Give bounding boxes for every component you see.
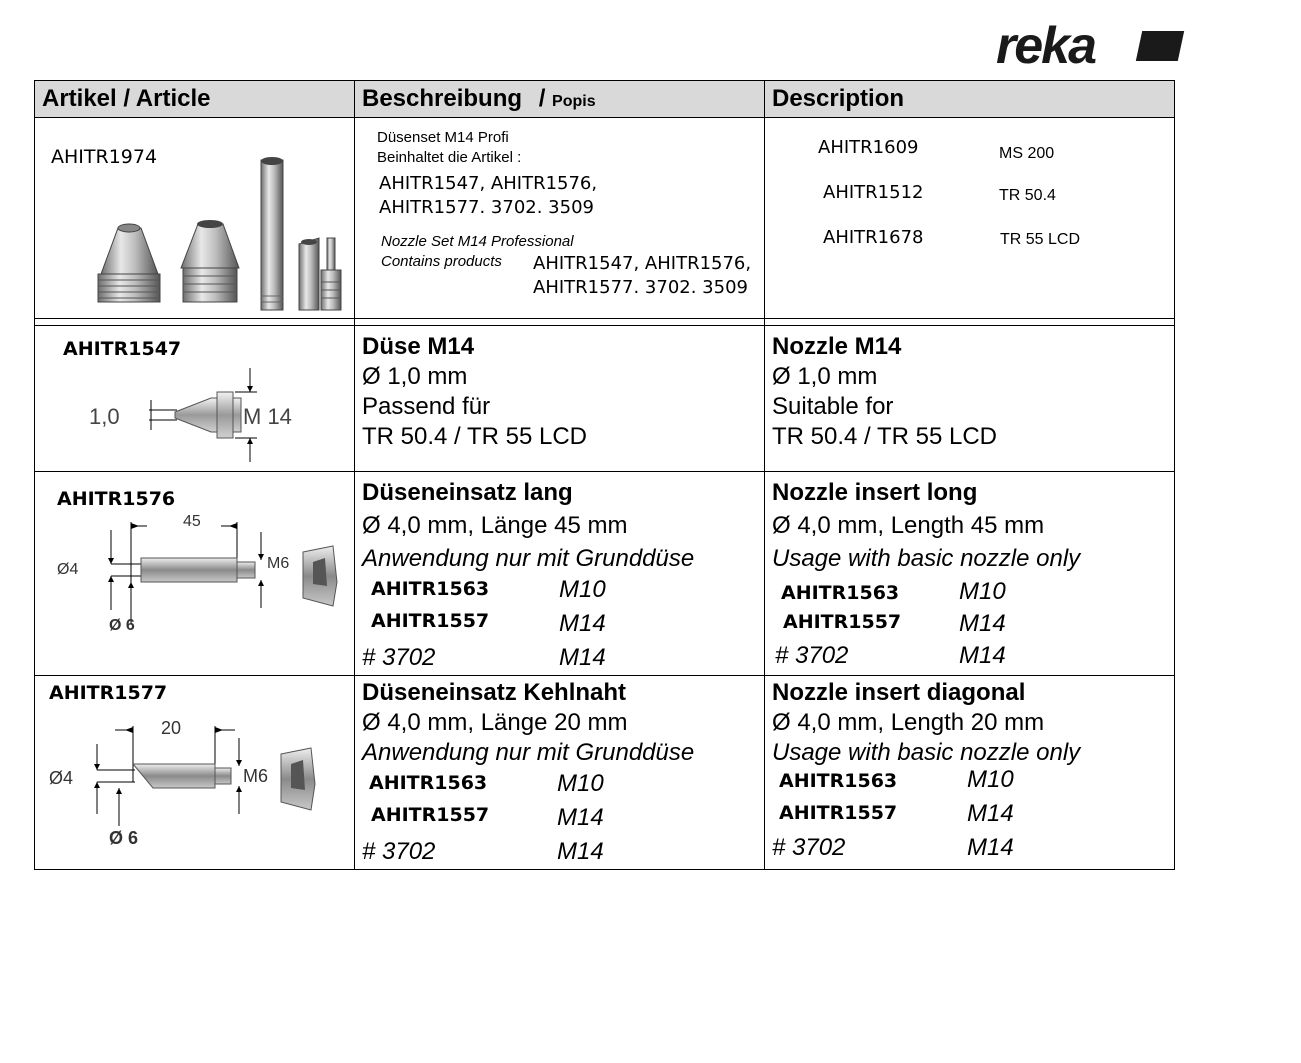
dim-outer-label: Ø 6 [109, 617, 135, 634]
set-desc-en: Nozzle Set M14 Professional Contains products [381, 233, 574, 270]
table-row [35, 472, 1175, 676]
header-description: Description [772, 85, 905, 112]
nozzle-set-photo [63, 156, 353, 316]
article-code: AHITR1547 [63, 338, 182, 360]
insert-long-drawing [51, 512, 351, 662]
item-thread: M10 [959, 578, 1006, 605]
article-code: AHITR1576 [57, 488, 176, 510]
table-header [35, 81, 1175, 118]
item-code: AHITR1557 [371, 804, 490, 826]
dim-thread-label: M6 [267, 555, 290, 572]
compat-code: AHITR1678 [823, 227, 924, 248]
set-codes-de: AHITR1547, AHITR1576, AHITR1577. 3702. 3509 [379, 173, 598, 218]
article-code: AHITR1577 [49, 682, 168, 704]
item-thread: M10 [967, 766, 1014, 793]
nozzle-m14-drawing [85, 364, 315, 464]
dim-thread-label: M6 [243, 766, 269, 786]
table-row [35, 118, 1175, 319]
insert-diagonal-drawing [49, 714, 349, 864]
item-thread: M10 [557, 770, 604, 797]
desc-en: Nozzle insert long Ø 4,0 mm, Length 45 mm Usage with basic nozzle only [772, 479, 1081, 572]
item-code: # 3702 [772, 834, 846, 861]
desc-de: Düseneinsatz Kehlnaht Ø 4,0 mm, Länge 20 mm Anwendung nur mit Grunddüse [362, 679, 695, 766]
compat-code: AHITR1609 [818, 137, 919, 158]
dim-diameter-label: Ø4 [49, 768, 74, 788]
item-thread: M14 [559, 610, 606, 637]
item-thread: M14 [557, 838, 604, 865]
item-thread: M14 [967, 800, 1014, 827]
header-beschreibung: Beschreibung / Popis [362, 85, 596, 112]
desc-en: Nozzle M14 Ø 1,0 mm Suitable for TR 50.4 / TR 55 LCD [772, 333, 997, 450]
desc-de: Düse M14 Ø 1,0 mm Passend für TR 50.4 / TR 55 LCD [362, 333, 587, 450]
item-thread: M14 [559, 644, 606, 671]
item-thread: M14 [959, 642, 1006, 669]
item-code: AHITR1563 [371, 578, 490, 600]
item-thread: M14 [959, 610, 1006, 637]
product-table [34, 80, 1175, 870]
dim-diameter-label: 1,0 [89, 404, 120, 429]
compat-model: TR 55 LCD [1000, 231, 1081, 248]
item-code: # 3702 [775, 642, 849, 669]
article-code: AHITR1974 [51, 146, 158, 168]
item-code: AHITR1557 [783, 611, 902, 633]
table-row [35, 676, 1175, 870]
reka-logo [996, 17, 1186, 75]
header-article: Artikel / Article [42, 85, 211, 112]
item-code: AHITR1557 [371, 610, 490, 632]
compat-model: TR 50.4 [999, 187, 1056, 204]
compat-model: MS 200 [999, 145, 1055, 162]
item-code: AHITR1557 [779, 802, 898, 824]
dim-thread-label: M 14 [243, 404, 292, 429]
item-thread: M14 [967, 834, 1014, 861]
dim-outer-label: Ø 6 [109, 828, 139, 848]
item-thread: M10 [559, 576, 606, 603]
dim-length-label: 45 [183, 513, 201, 530]
table-row [35, 326, 1175, 472]
set-desc-de: Düsenset M14 Profi Beinhaltet die Artikel : [377, 129, 522, 166]
item-code: AHITR1563 [779, 770, 898, 792]
dim-diameter-label: Ø4 [57, 561, 79, 578]
item-code: # 3702 [362, 644, 436, 671]
desc-de: Düseneinsatz lang Ø 4,0 mm, Länge 45 mm Anwendung nur mit Grunddüse [362, 479, 695, 572]
logo-block [1136, 31, 1184, 61]
item-code: AHITR1563 [369, 772, 488, 794]
dim-length-label: 20 [161, 718, 182, 738]
item-thread: M14 [557, 804, 604, 831]
set-codes-en: AHITR1547, AHITR1576, AHITR1577. 3702. 3509 [533, 253, 752, 298]
logo-text: reka [996, 17, 1095, 75]
compat-code: AHITR1512 [823, 182, 924, 203]
desc-en: Nozzle insert diagonal Ø 4,0 mm, Length 20 mm Usage with basic nozzle only [772, 679, 1081, 766]
row-separator [35, 319, 1175, 326]
item-code: # 3702 [362, 838, 436, 865]
item-code: AHITR1563 [781, 582, 900, 604]
